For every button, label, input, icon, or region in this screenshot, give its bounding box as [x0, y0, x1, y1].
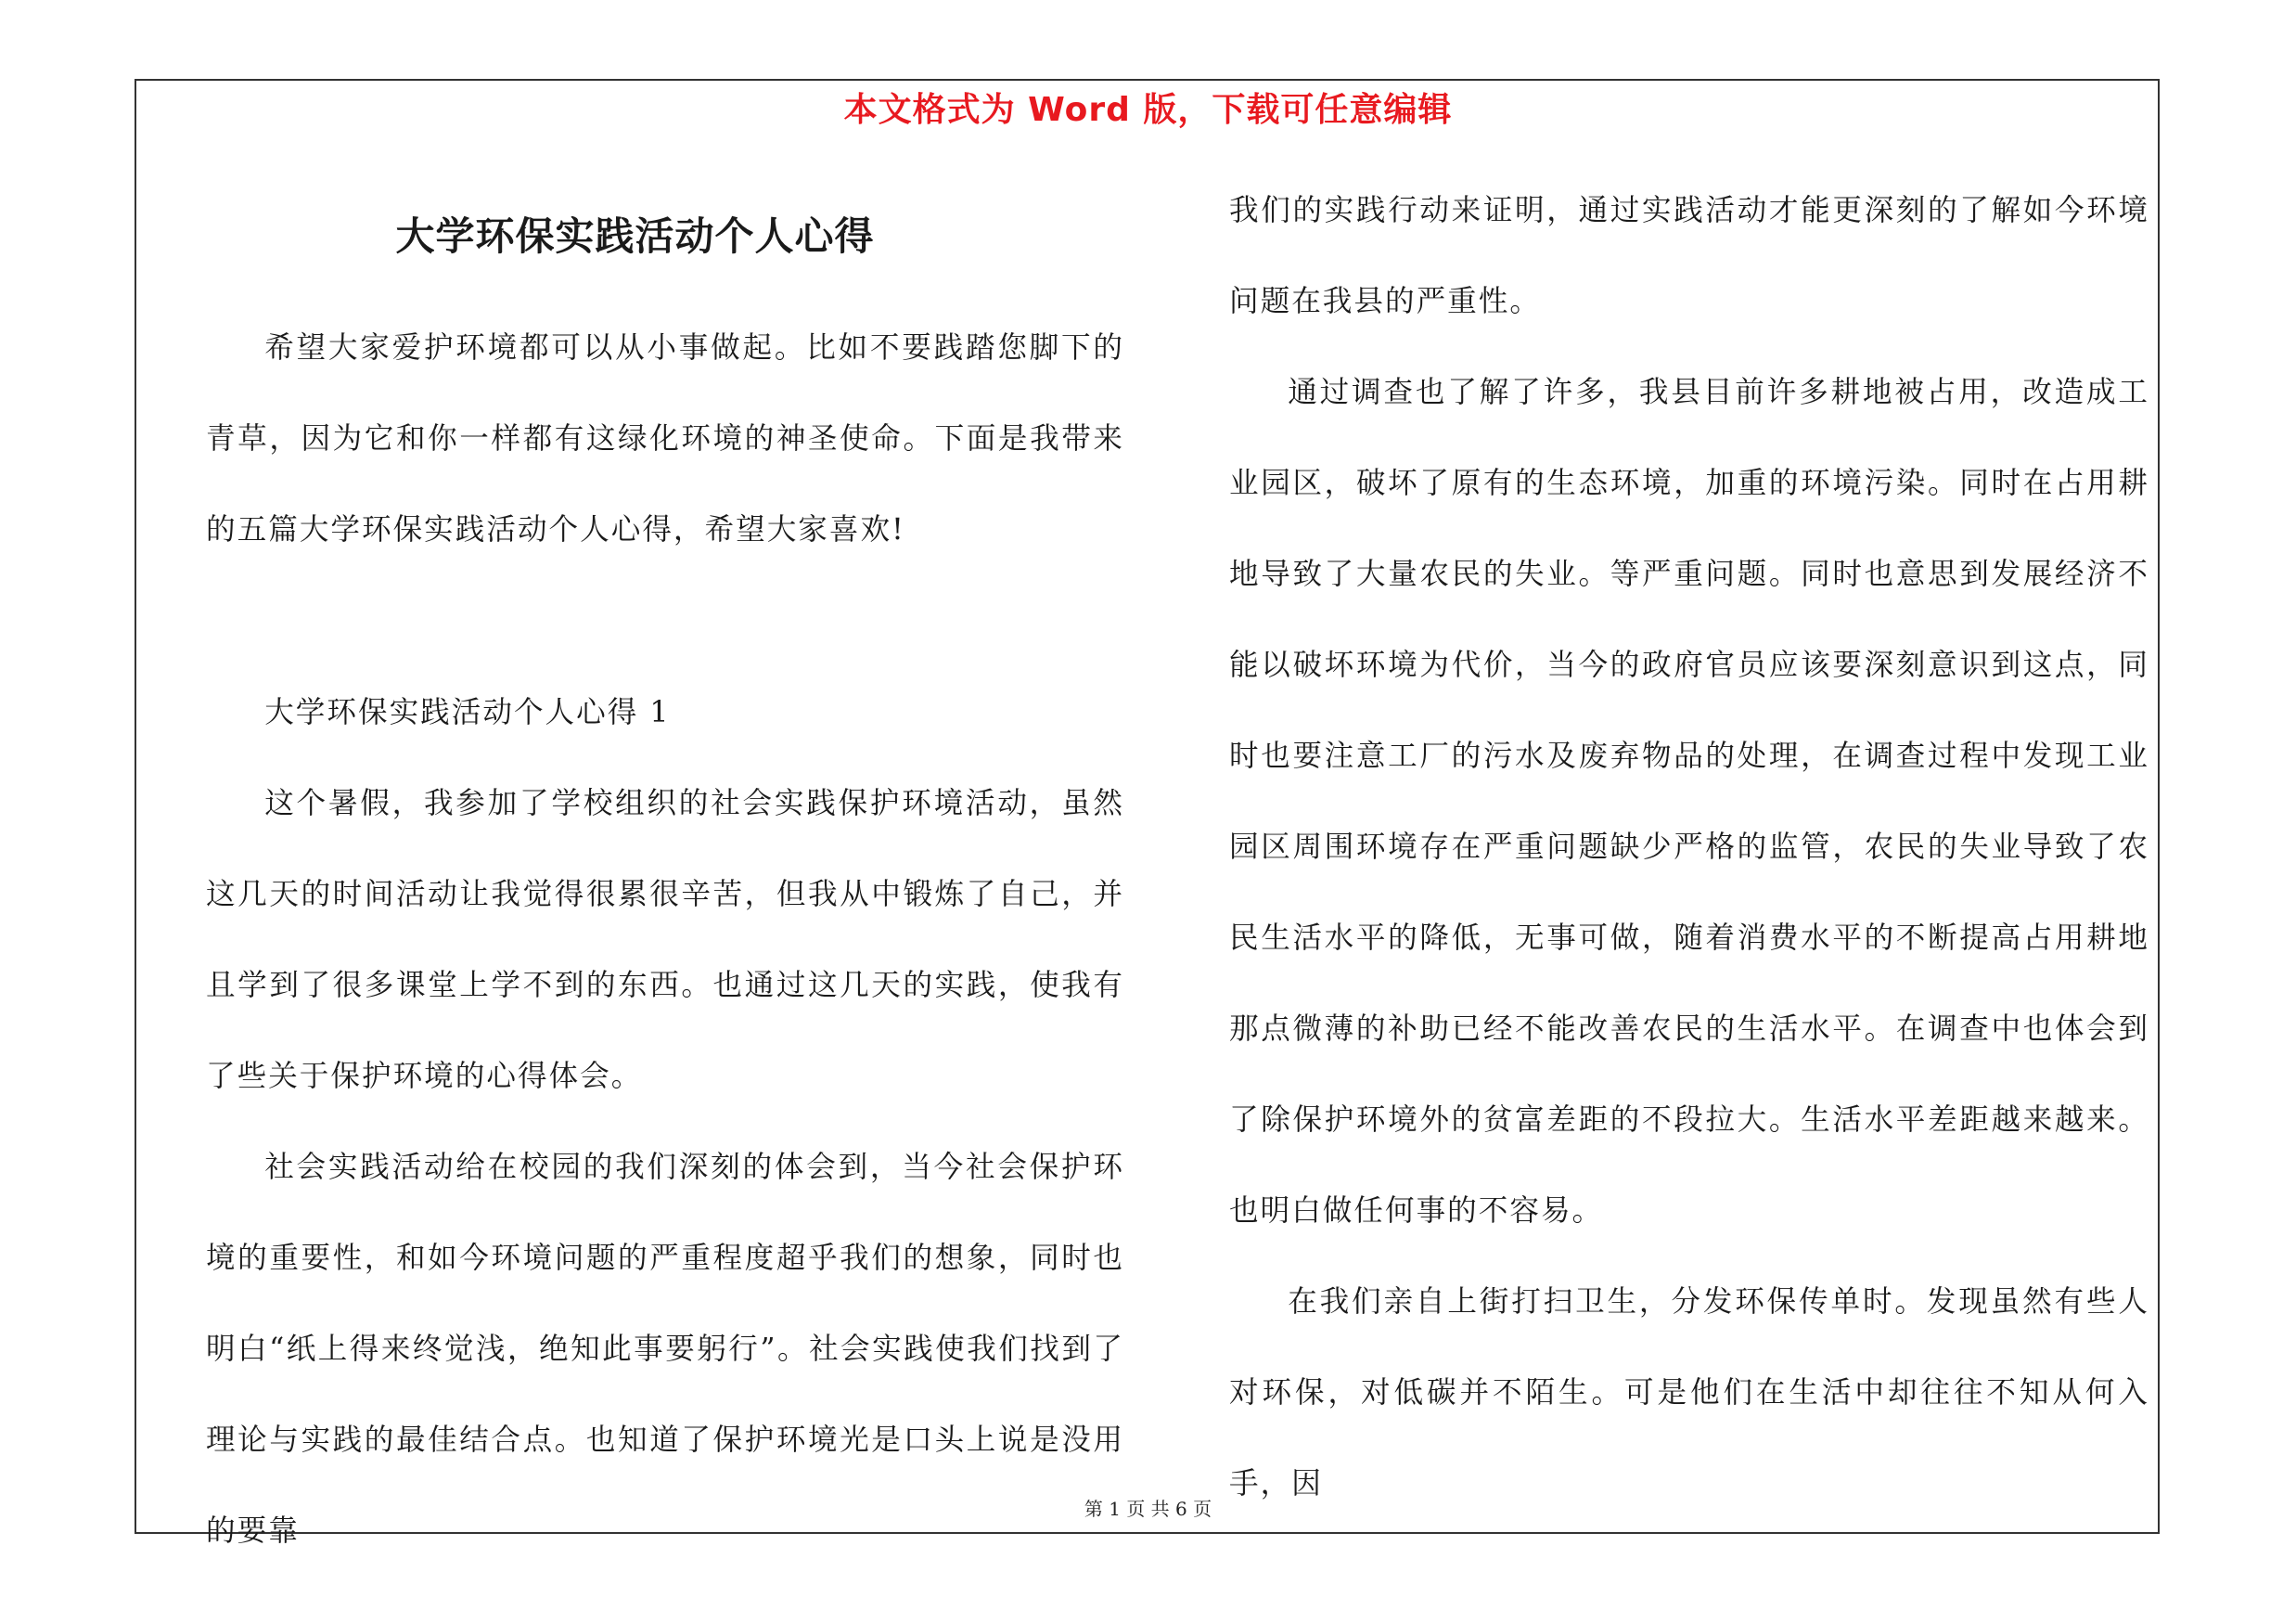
format-banner: 本文格式为 Word 版，下载可任意编辑	[843, 91, 1453, 129]
page-footer: 第 1 页 共 6 页	[1084, 1498, 1212, 1520]
right-column-body	[1229, 165, 2149, 1529]
body-paragraph: 社会实践活动给在校园的我们深刻的体会到，当今社会保护环境的重要性，和如今环境问题的严重程度超乎我们的想象，同时也明白“纸上得来终觉浅，绝知此事要躬行”。社会实践使我们找到了理论与实践的最佳结合点。也知道了保护环境光是口头上说是没用的要靠	[206, 1151, 1124, 1548]
document-title: 大学环保实践活动个人心得	[395, 213, 875, 259]
left-column-body	[206, 667, 1124, 1577]
section-heading: 大学环保实践活动个人心得 1	[264, 696, 671, 729]
body-paragraph: 通过调查也了解了许多，我县目前许多耕地被占用，改造成工业园区，破坏了原有的生态环境，加重的环境污染。同时在占用耕地导致了大量农民的失业。等严重问题。同时也意思到发展经济不能以破坏环境为代价，当今的政府官员应该要深刻意识到这点，同时也要注意工厂的污水及废弃物品的处理，在调查过程中发现工业园区周围环境存在严重问题缺少严格的监管，农民的失业导致了农民生活水平的降低，无事可做，随着消费水平的不断提高占用耕地那点微薄的补助已经不能改善农民的生活水平。在调查中也体会到了除保护环境外的贫富差距的不段拉大。生活水平差距越来越来。也明白做任何事的不容易。	[1229, 376, 2149, 1228]
continued-paragraph: 我们的实践行动来证明，通过实践活动才能更深刻的了解如今环境问题在我县的严重性。	[1229, 194, 2149, 318]
body-paragraph: 在我们亲自上街打扫卫生，分发环保传单时。发现虽然有些人对环保，对低碳并不陌生。可是他们在生活中却往往不知从何入手，因	[1229, 1285, 2149, 1501]
body-paragraph: 这个暑假，我参加了学校组织的社会实践保护环境活动，虽然这几天的时间活动让我觉得很累很辛苦，但我从中锻炼了自己，并且学到了很多课堂上学不到的东西。也通过这几天的实践，使我有了些关于保护环境的心得体会。	[206, 787, 1124, 1093]
intro-section	[206, 303, 1124, 575]
intro-paragraph: 希望大家爱护环境都可以从小事做起。比如不要践踏您脚下的青草，因为它和你一样都有这绿化环境的神圣使命。下面是我带来的五篇大学环保实践活动个人心得，希望大家喜欢!	[206, 331, 1124, 547]
